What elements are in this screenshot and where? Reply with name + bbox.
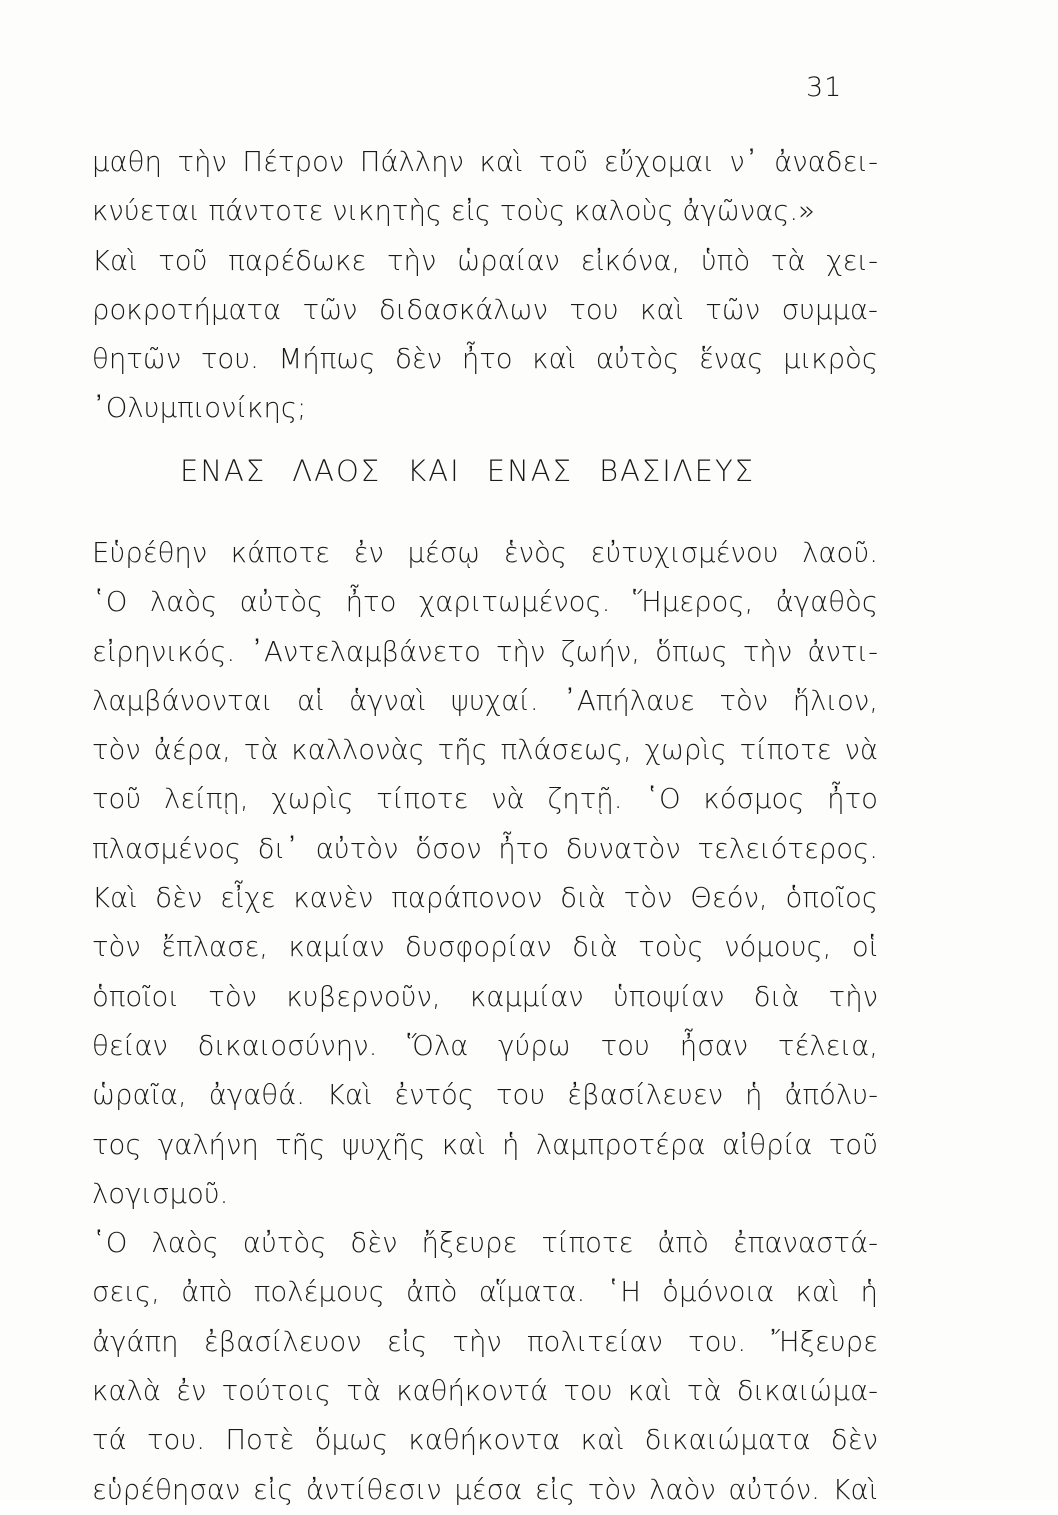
main-text bbox=[92, 529, 878, 1515]
text-line: τος γαλήνη τῆς ψυχῆς καὶ ἡ λαμπροτέρα αἰθρία τοῦ bbox=[92, 1128, 878, 1161]
text-line: σεις, ἀπὸ πολέμους ἀπὸ αἵματα. ῾Η ὁμόνοια καὶ ἡ bbox=[92, 1276, 878, 1309]
text-line: θείαν δικαιοσύνην. Ὅλα γύρω του ἦσαν τέλεια, bbox=[92, 1029, 878, 1062]
text-line: τὸν ἀέρα, τὰ καλλονὰς τῆς πλάσεως, χωρὶς τίποτε νὰ bbox=[92, 734, 878, 767]
text-line: ῾Ο λαὸς αὐτὸς ἦτο χαριτωμένος. Ἥμερος, ἀγαθὸς bbox=[92, 586, 878, 619]
text-line: καλὰ ἐν τούτοις τὰ καθήκοντά του καὶ τὰ δικαιώμα- bbox=[92, 1375, 878, 1408]
page-number: 31 bbox=[806, 72, 843, 103]
text-line: κνύεται πάντοτε νικητὴς εἰς τοὺς καλοὺς ἀγῶνας.» bbox=[92, 195, 815, 228]
text-line: μαθη τὴν Πέτρον Πάλλην καὶ τοῦ εὔχομαι ν᾽ ἀναδει- bbox=[92, 146, 878, 178]
text-line: ᾽Ολυμπιονίκης; bbox=[92, 392, 307, 425]
text-line: πλασμένος δι᾽ αὐτὸν ὅσον ἦτο δυνατὸν τελειότερος. bbox=[92, 832, 878, 865]
text-line: ῾Ο λαὸς αὐτὸς δὲν ἤξευρε τίποτε ἀπὸ ἐπαναστά- bbox=[92, 1227, 878, 1260]
text-line: τὸν ἔπλασε, καμίαν δυσφορίαν διὰ τοὺς νόμους, οἱ bbox=[92, 931, 878, 964]
text-line: θητῶν του. Μήπως δὲν ἦτο καὶ αὐτὸς ἕνας μικρὸς bbox=[92, 343, 878, 376]
text-line: Εὑρέθην κάποτε ἐν μέσῳ ἑνὸς εὐτυχισμένου λαοῦ. bbox=[92, 537, 878, 569]
section-heading: ΕΝΑΣ ΛΑΟΣ ΚΑΙ ΕΝΑΣ ΒΑΣΙΛΕΥΣ bbox=[180, 454, 755, 488]
text-line: λαμβάνονται αἱ ἁγναὶ ψυχαί. ᾽Απήλαυε τὸν ἥλιον, bbox=[92, 684, 878, 717]
text-line: Καὶ δὲν εἶχε κανὲν παράπονον διὰ τὸν Θεόν, ὁποῖος bbox=[92, 882, 878, 915]
text-line: ὡραῖα, ἀγαθά. Καὶ ἐντός του ἐβασίλευεν ἡ ἀπόλυ- bbox=[92, 1079, 878, 1112]
text-line: εἰρηνικός. ᾽Αντελαμβάνετο τὴν ζωήν, ὅπως τὴν ἀντι- bbox=[92, 635, 878, 668]
text-line: ἀγάπη ἐβασίλευον εἰς τὴν πολιτείαν του. Ἤξευρε bbox=[92, 1325, 878, 1358]
text-line: ροκροτήματα τῶν διδασκάλων του καὶ τῶν συμμα- bbox=[92, 293, 878, 326]
text-line: τά του. Ποτὲ ὅμως καθήκοντα καὶ δικαιώματα δὲν bbox=[92, 1424, 878, 1457]
text-line: εὑρέθησαν εἰς ἀντίθεσιν μέσα εἰς τὸν λαὸν αὐτόν. Καὶ bbox=[92, 1473, 878, 1506]
text-line: τοῦ λείπῃ, χωρὶς τίποτε νὰ ζητῇ. ῾Ο κόσμος ἦτο bbox=[92, 783, 878, 816]
top-paragraph bbox=[92, 138, 878, 434]
text-line: ὁποῖοι τὸν κυβερνοῦν, καμμίαν ὑποψίαν διὰ τὴν bbox=[92, 980, 878, 1013]
text-line: Καὶ τοῦ παρέδωκε τὴν ὡραίαν εἰκόνα, ὑπὸ τὰ χει- bbox=[92, 244, 878, 277]
text-line: λογισμοῦ. bbox=[92, 1177, 229, 1210]
